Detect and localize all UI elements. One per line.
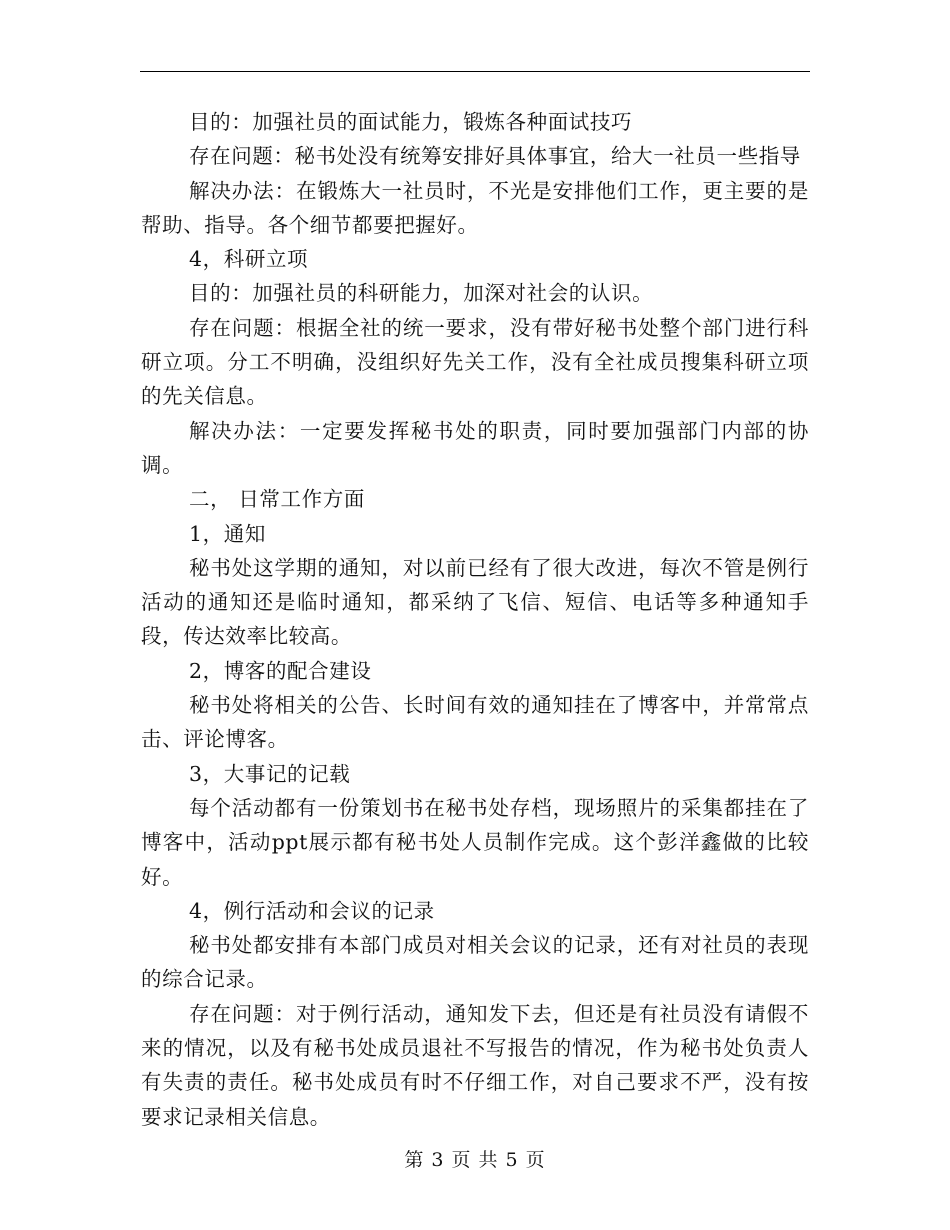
document-body [141, 105, 809, 1134]
paragraph: 每个活动都有一份策划书在秘书处存档，现场照片的采集都挂在了博客中，活动ppt展示都有秘书处人员制作完成。这个彭洋鑫做的比较好。 [141, 795, 809, 889]
section-heading: 1，通知 [189, 521, 266, 546]
section-heading: 3，大事记的记载 [189, 761, 351, 786]
section-heading: 4，科研立项 [189, 247, 309, 272]
paragraph: 秘书处都安排有本部门成员对相关会议的记录，还有对社员的表现的综合记录。 [141, 933, 809, 992]
section-heading: 4，例行活动和会议的记录 [189, 898, 435, 923]
section-heading: 二， 日常工作方面 [189, 487, 365, 512]
paragraph: 秘书处将相关的公告、长时间有效的通知挂在了博客中，并常常点击、评论博客。 [141, 693, 809, 752]
header-rule [140, 71, 810, 72]
paragraph: 存在问题：根据全社的统一要求，没有带好秘书处整个部门进行科研立项。分工不明确，没组织好先关工作，没有全社成员搜集科研立项的先关信息。 [141, 315, 809, 409]
page-number: 第 3 页 共 5 页 [404, 1149, 546, 1171]
paragraph: 秘书处这学期的通知，对以前已经有了很大改进，每次不管是例行活动的通知还是临时通知，都采纳了飞信、短信、电话等多种通知手段，传达效率比较高。 [141, 555, 809, 649]
paragraph: 解决办法：一定要发挥秘书处的职责，同时要加强部门内部的协调。 [141, 418, 809, 477]
paragraph: 目的：加强社员的科研能力，加深对社会的认识。 [189, 281, 654, 306]
paragraph: 解决办法：在锻炼大一社员时，不光是安排他们工作，更主要的是帮助、指导。各个细节都要把握好。 [141, 178, 809, 237]
paragraph: 存在问题：对于例行活动，通知发下去，但还是有社员没有请假不来的情况，以及有秘书处成员退社不写报告的情况，作为秘书处负责人有失责的责任。秘书处成员有时不仔细工作，对自己要求不严，没有按要求记录相关信息。 [141, 1001, 809, 1129]
paragraph: 目的：加强社员的面试能力，锻炼各种面试技巧 [189, 110, 633, 134]
paragraph: 存在问题：秘书处没有统筹安排好具体事宜，给大一社员一些指导 [189, 144, 801, 169]
section-heading: 2，博客的配合建设 [189, 658, 372, 683]
